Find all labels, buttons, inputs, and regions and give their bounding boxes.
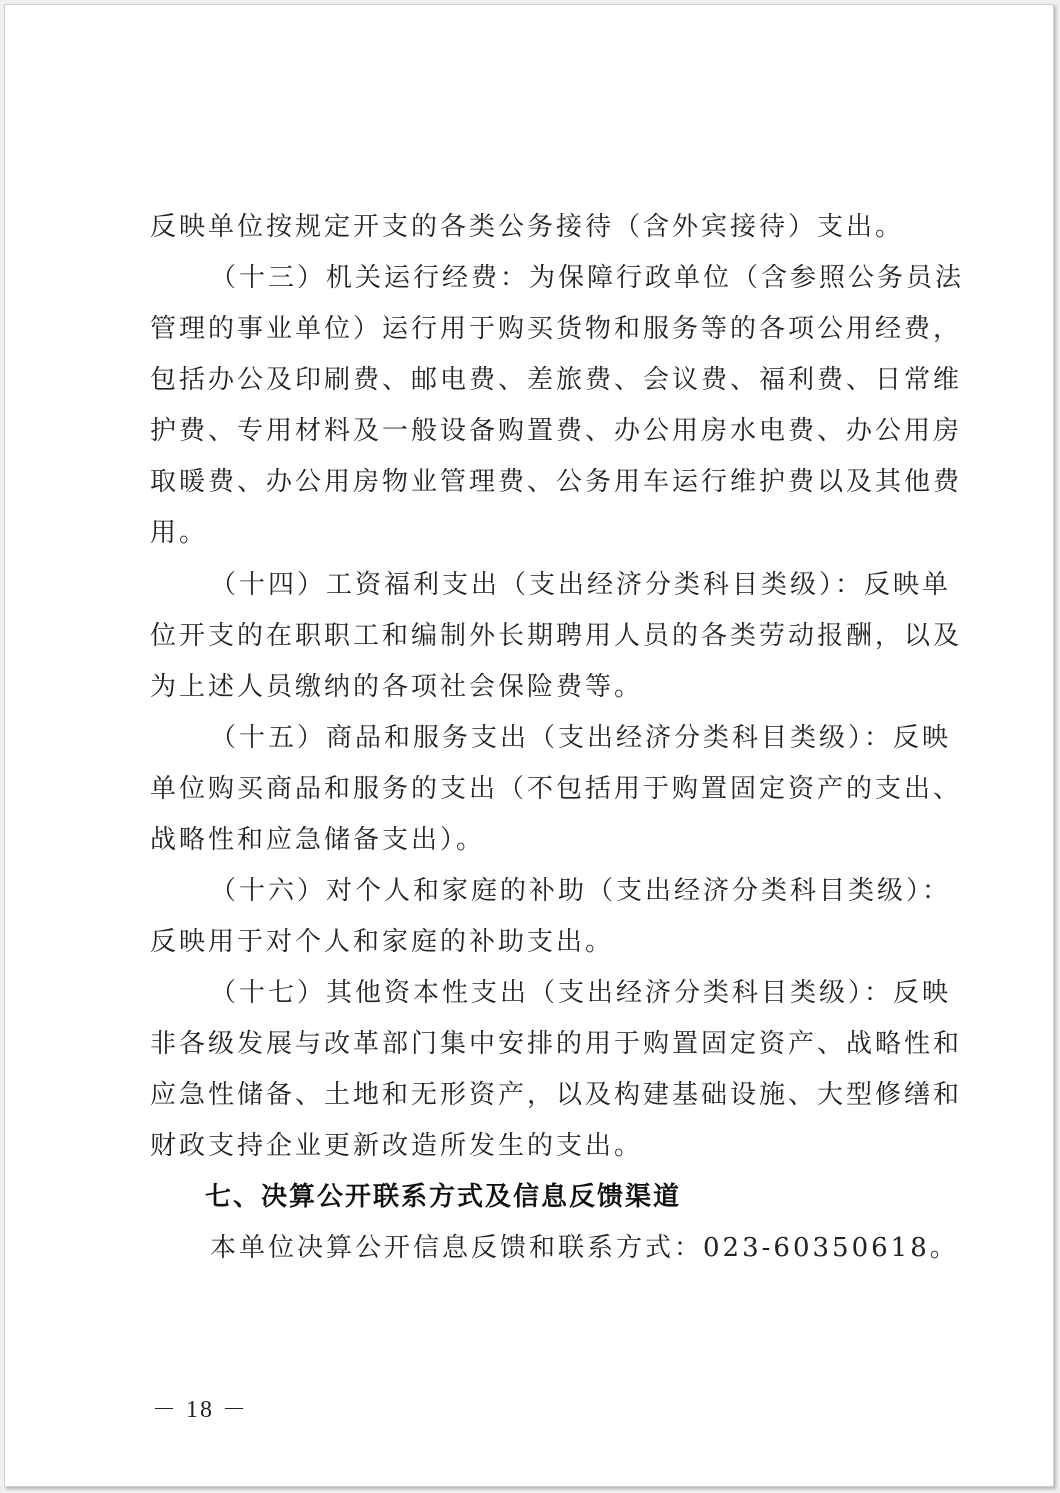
contact-line: 本单位决算公开信息反馈和联系方式：023-60350618。 [210,1233,959,1263]
paragraph-line: 反映用于对个人和家庭的补助支出。 [150,927,615,957]
paragraph-line: 单位购买商品和服务的支出（不包括用于购置固定资产的支出、 [150,774,963,804]
paragraph-line: 非各级发展与改革部门集中安排的用于购置固定资产、战略性和 [150,1029,963,1059]
paragraph-line: 护费、专用材料及一般设备购置费、办公用房水电费、办公用房 [150,416,963,446]
paragraph-line: 反映单位按规定开支的各类公务接待（含外宾接待）支出。 [150,212,905,242]
page-number: － 18 － [152,1397,248,1423]
paragraph-line: （十四）工资福利支出（支出经济分类科目类级）：反映单 [210,570,952,600]
paragraph-line: 为上述人员缴纳的各项社会保险费等。 [150,672,644,702]
section-heading: 七、决算公开联系方式及信息反馈渠道 [205,1182,682,1212]
paragraph-line: 取暖费、办公用房物业管理费、公务用车运行维护费以及其他费 [150,467,963,497]
paragraph-line: （十五）商品和服务支出（支出经济分类科目类级）：反映 [210,723,952,753]
paragraph-line: 包括办公及印刷费、邮电费、差旅费、会议费、福利费、日常维 [150,365,963,395]
paragraph-line: （十七）其他资本性支出（支出经济分类科目类级）：反映 [210,978,952,1008]
paragraph-line: 财政支持企业更新改造所发生的支出。 [150,1131,644,1161]
paragraph-line: 管理的事业单位）运行用于购买货物和服务等的各项公用经费， [150,314,963,344]
document-page [4,4,1054,1487]
paragraph-line: 战略性和应急储备支出）。 [150,825,486,855]
paragraph-line: （十六）对个人和家庭的补助（支出经济分类科目类级）： [210,876,952,906]
paragraph-line: （十三）机关运行经费：为保障行政单位（含参照公务员法 [210,263,965,293]
paragraph-line: 用。 [150,518,209,548]
paragraph-line: 位开支的在职职工和编制外长期聘用人员的各类劳动报酬，以及 [150,621,963,651]
paragraph-line: 应急性储备、土地和无形资产，以及构建基础设施、大型修缮和 [150,1080,963,1110]
